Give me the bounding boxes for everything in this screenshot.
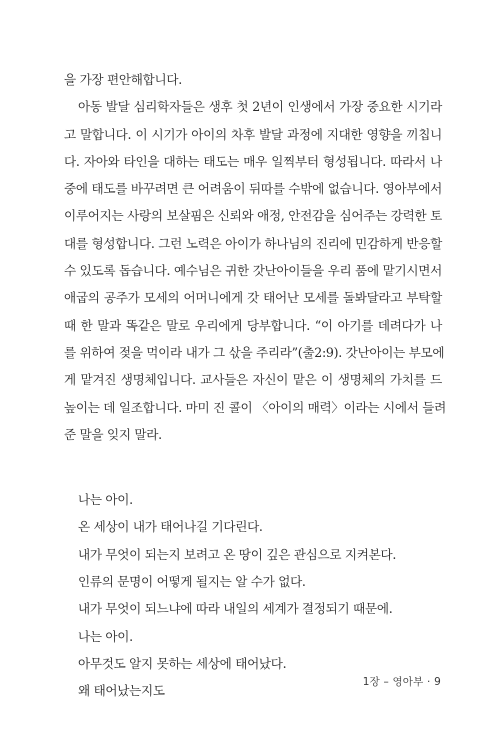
poem-quote <box>64 486 442 704</box>
paragraph-line: 높이는 데 일조합니다. 마미 진 콜이 〈아이의 매력〉이라는 시에서 들려 <box>64 399 446 415</box>
poem-line: 나는 아이. <box>78 492 133 508</box>
paragraph-line: 이루어지는 사랑의 보살핌은 신뢰와 애정, 안전감을 심어주는 강력한 토 <box>64 208 442 224</box>
poem-line: 아무것도 알지 못하는 세상에 태어났다. <box>78 655 287 671</box>
paragraph-line: 다. 자아와 타인을 대하는 태도는 매우 일찍부터 형성됩니다. 따라서 나 <box>64 153 442 169</box>
poem-line: 내가 무엇이 되는지 보려고 온 땅이 깊은 관심으로 지켜본다. <box>78 546 397 562</box>
poem-line: 왜 태어났는지도 <box>78 683 165 699</box>
paragraph-line: 게 맡겨진 생명체입니다. 교사들은 자신이 맡은 이 생명체의 가치를 드 <box>64 372 442 388</box>
poem-line: 나는 아이. <box>78 628 133 644</box>
paragraph-line: 때 한 말과 똑같은 말로 우리에게 당부합니다. “이 아기를 데려다가 나 <box>64 317 442 333</box>
page-footer: 1장 – 영아부 · 9 <box>362 676 441 688</box>
paragraph-line: 고 말합니다. 이 시기가 아이의 차후 발달 과정에 지대한 영향을 끼칩니 <box>64 126 442 142</box>
poem-line: 인류의 문명이 어떻게 될지는 알 수가 없다. <box>78 574 306 590</box>
continuation-line: 을 가장 편안해합니다. <box>64 72 182 87</box>
page-body <box>64 66 446 705</box>
paragraph-line: 준 말을 잊지 말라. <box>64 426 162 442</box>
paragraph-line: 중에 태도를 바꾸려면 큰 어려움이 뒤따를 수밖에 없습니다. 영아부에서 <box>64 181 442 197</box>
paragraph-line: 를 위하여 젖을 먹이라 내가 그 삯을 주리라”(출2:9). 갓난아이는 부모에 <box>64 344 445 360</box>
poem-line: 내가 무엇이 되느냐에 따라 내일의 세계가 결정되기 때문에. <box>78 601 393 617</box>
paragraph-line: 애굽의 공주가 모세의 어머니에게 갓 태어난 모세를 돌봐달라고 부탁할 <box>64 290 442 306</box>
paragraph-line: 대를 형성합니다. 그런 노력은 아이가 하나님의 진리에 민감하게 반응할 <box>64 235 442 251</box>
paragraph-line: 수 있도록 돕습니다. 예수님은 귀한 갓난아이들을 우리 품에 맡기시면서 <box>64 263 442 279</box>
poem-line: 온 세상이 내가 태어나길 기다린다. <box>78 519 263 535</box>
paragraph-line: 아동 발달 심리학자들은 생후 첫 2년이 인생에서 가장 중요한 시기라 <box>78 99 442 115</box>
prose-block <box>64 66 446 448</box>
